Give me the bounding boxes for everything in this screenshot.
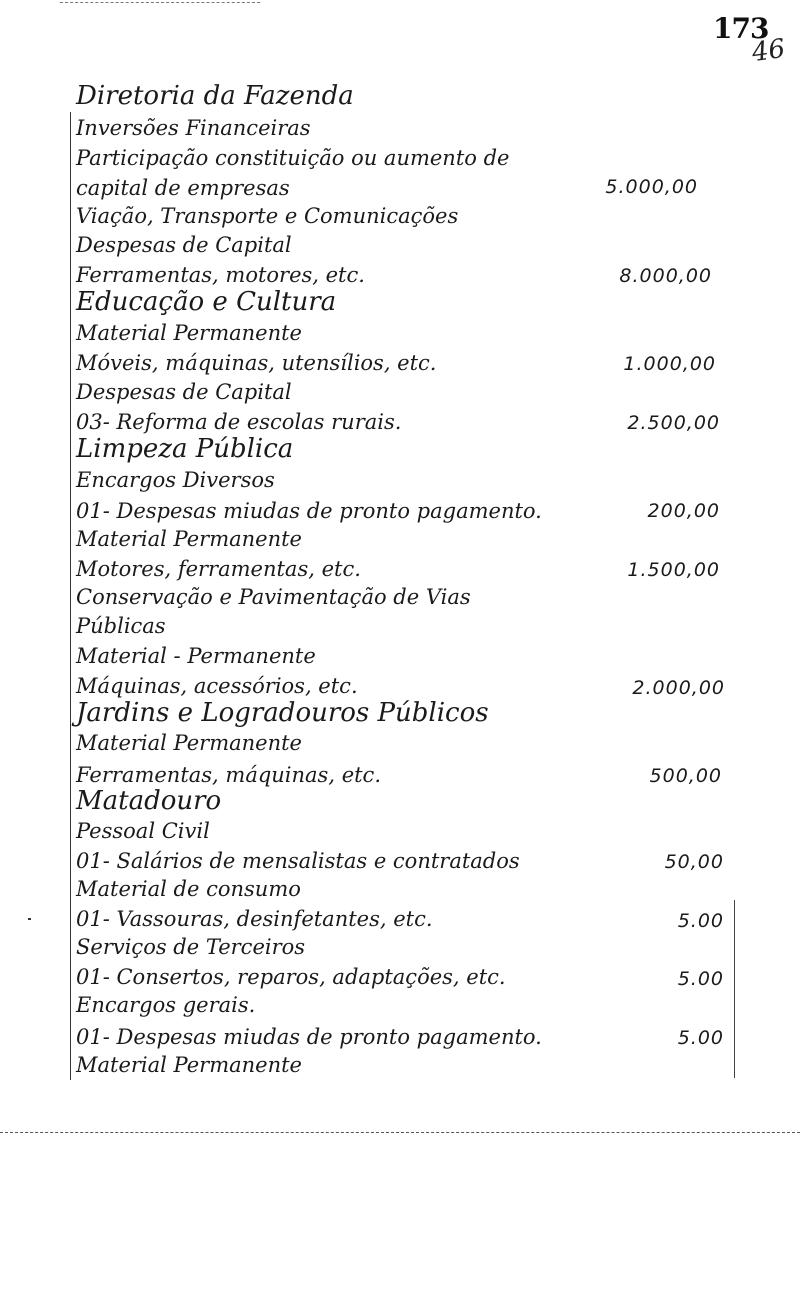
amount-value: 5.00 — [677, 1027, 724, 1049]
subheading: Material de consumo — [76, 877, 301, 901]
subheading: Material - Permanente — [76, 644, 316, 668]
section-heading: Diretoria da Fazenda — [76, 81, 354, 111]
item-text: Máquinas, acessórios, etc. — [76, 674, 358, 698]
subheading: Encargos Diversos — [76, 468, 275, 492]
stray-ink-mark — [28, 918, 31, 920]
section-heading-continued: Públicas — [76, 614, 166, 638]
section-heading: Conservação e Pavimentação de Vias — [76, 585, 471, 609]
section-heading: Viação, Transporte e Comunicações — [76, 204, 459, 228]
amount-value: 500,00 — [649, 765, 722, 787]
subheading: Material Permanente — [76, 527, 302, 551]
item-text: 03- Reforma de escolas rurais. — [76, 410, 402, 434]
subheading: Pessoal Civil — [76, 819, 210, 843]
amount-value: 50,00 — [664, 851, 724, 873]
handwritten-folio-number: 46 — [750, 33, 788, 69]
amount-value: 5.00 — [677, 910, 724, 932]
item-text: Participação constituição ou aumento de — [76, 146, 510, 170]
subheading: Inversões Financeiras — [76, 116, 311, 140]
subheading: Serviços de Terceiros — [76, 935, 306, 959]
subheading: Material Permanente — [76, 1053, 302, 1077]
amount-value: 2.000,00 — [632, 677, 725, 699]
amount-value: 1.000,00 — [623, 353, 716, 375]
amount-value: 1.500,00 — [627, 559, 720, 581]
item-text: 01- Salários de mensalistas e contratados — [76, 849, 520, 873]
item-text: 01- Despesas miudas de pronto pagamento. — [76, 499, 542, 523]
left-margin-line — [70, 112, 71, 1080]
amount-value: 5.00 — [677, 968, 724, 990]
subheading: Despesas de Capital — [76, 380, 292, 404]
amount-value: 200,00 — [647, 500, 720, 522]
section-heading: Educação e Cultura — [76, 287, 337, 317]
subheading: Despesas de Capital — [76, 233, 292, 257]
item-text: Móveis, máquinas, utensílios, etc. — [76, 351, 437, 375]
item-text: Ferramentas, motores, etc. — [76, 263, 365, 287]
item-text: capital de empresas — [76, 176, 290, 200]
subheading: Material Permanente — [76, 321, 302, 345]
section-heading: Jardins e Logradouros Públicos — [76, 698, 489, 728]
amount-value: 8.000,00 — [619, 265, 712, 287]
item-text: 01- Despesas miudas de pronto pagamento. — [76, 1025, 542, 1049]
section-heading: Limpeza Pública — [76, 434, 294, 464]
amount-value: 5.000,00 — [605, 176, 698, 198]
subheading: Material Permanente — [76, 731, 302, 755]
section-heading: Matadouro — [76, 786, 222, 816]
right-column-line — [734, 900, 735, 1078]
page-number: 173 — [713, 12, 769, 45]
item-text: Ferramentas, máquinas, etc. — [76, 763, 381, 787]
item-text: 01- Consertos, reparos, adaptações, etc. — [76, 965, 506, 989]
amount-value: 2.500,00 — [627, 412, 720, 434]
item-text: Motores, ferramentas, etc. — [76, 557, 361, 581]
bottom-dashed-rule — [0, 1132, 800, 1133]
top-dashed-rule — [60, 2, 260, 3]
subheading: Encargos gerais. — [76, 993, 256, 1017]
item-text: 01- Vassouras, desinfetantes, etc. — [76, 907, 433, 931]
